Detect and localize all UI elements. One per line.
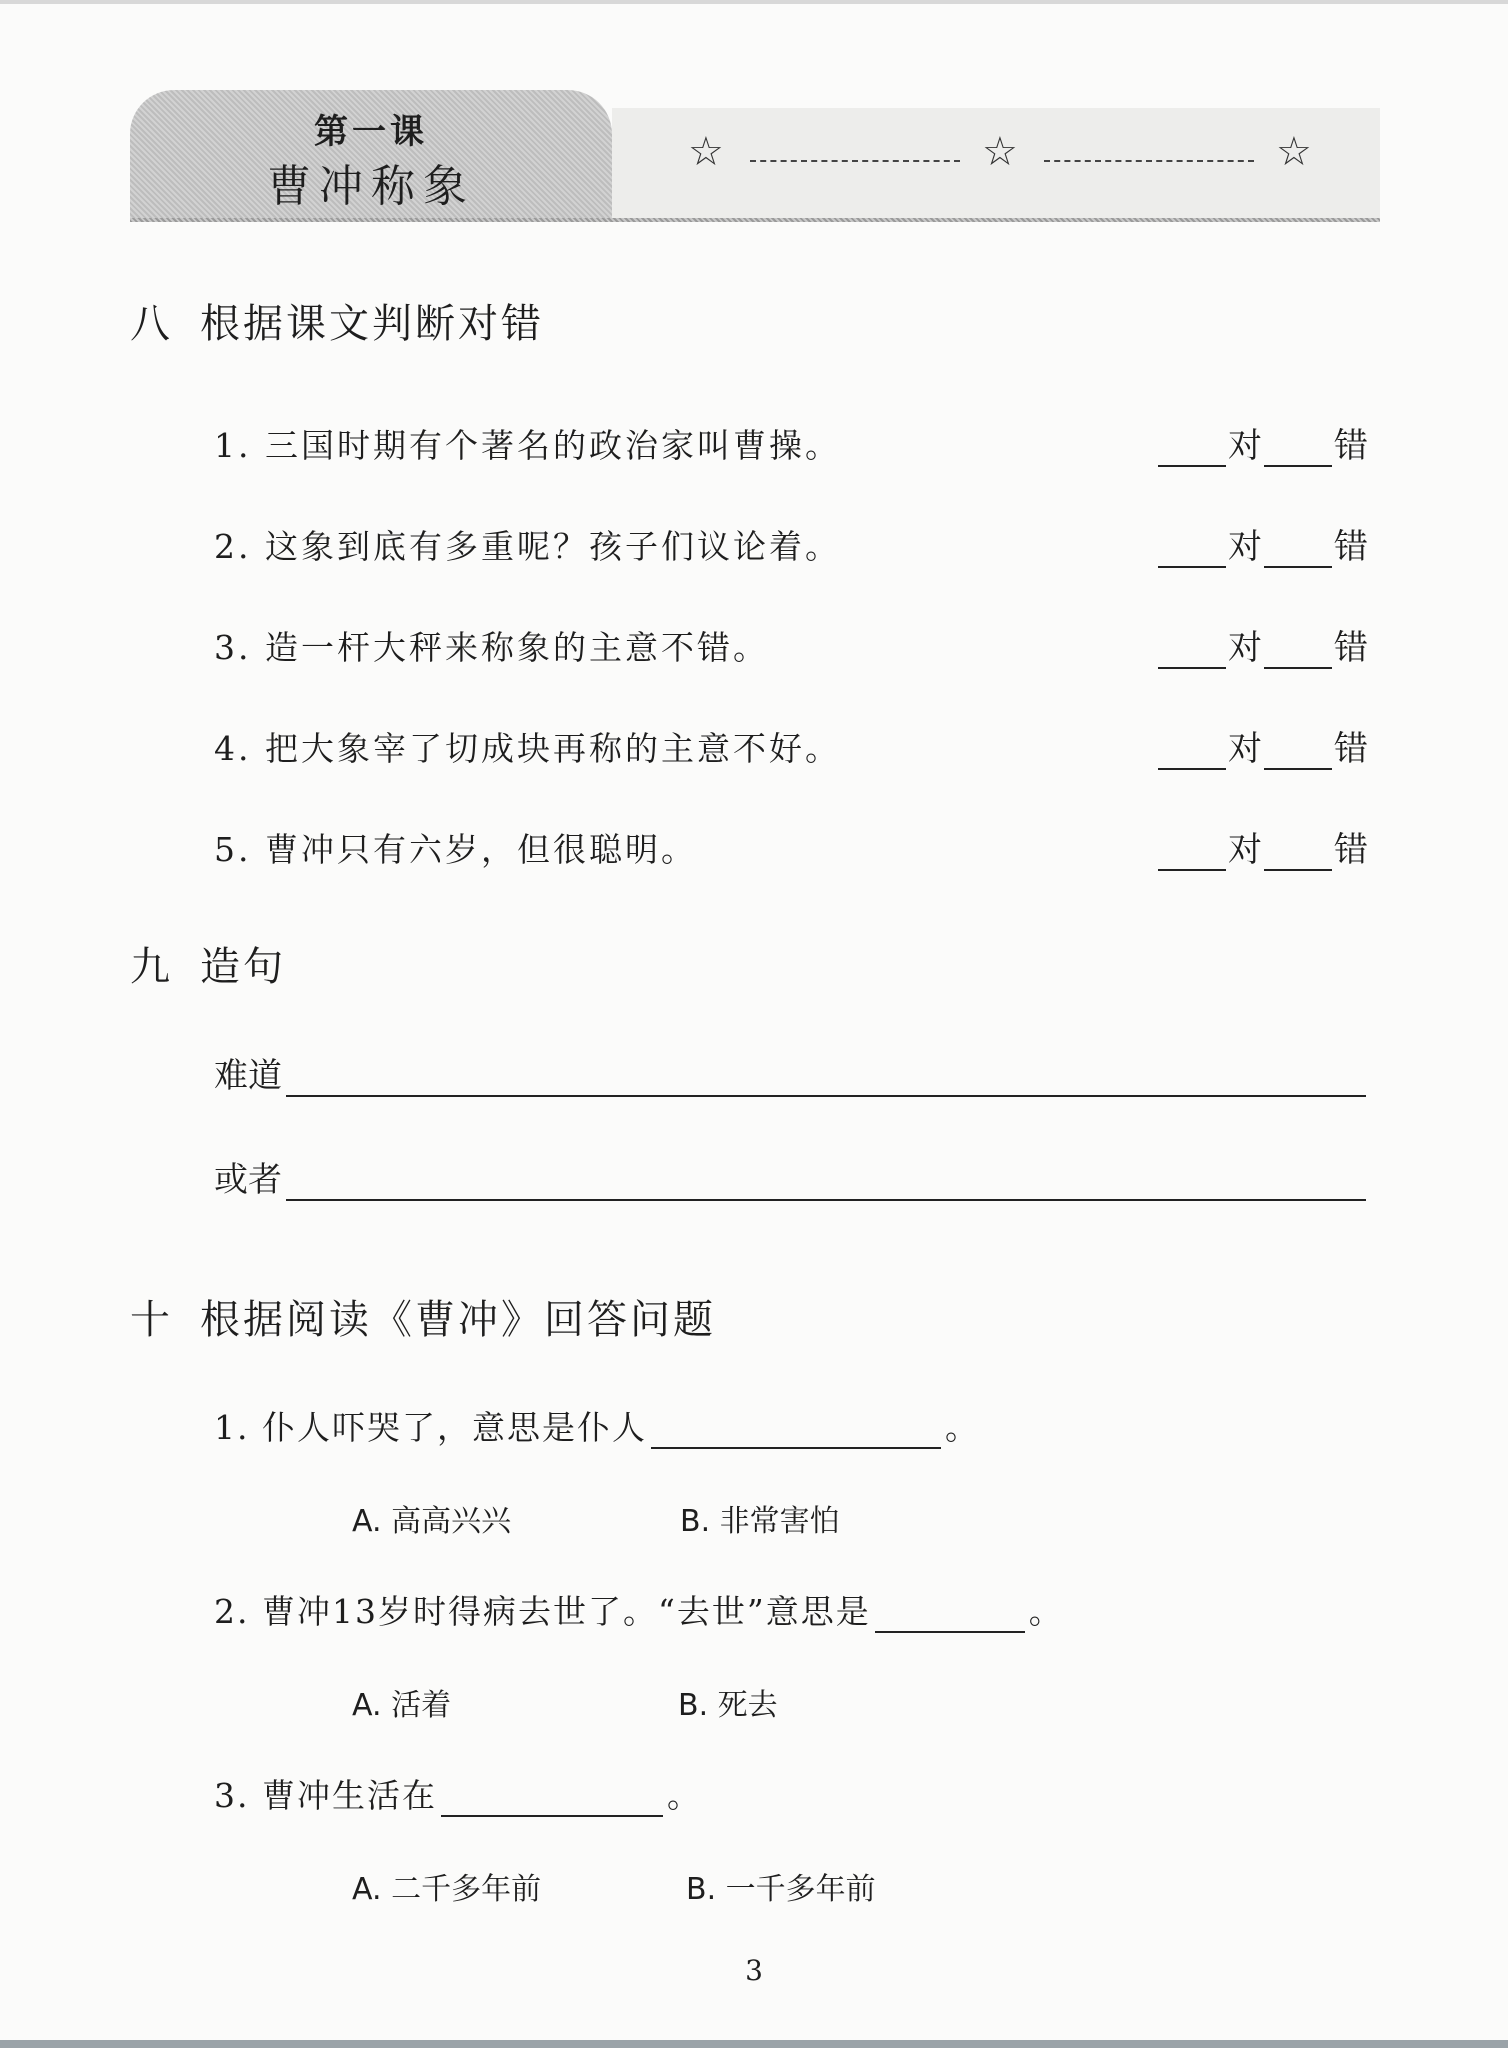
true-label: 对: [1228, 830, 1262, 870]
section-8-heading: [130, 292, 544, 349]
section-number: 十: [130, 1297, 173, 1343]
dashed-divider: [1044, 160, 1254, 162]
true-blank[interactable]: [1158, 637, 1226, 669]
question-row: [214, 1402, 980, 1449]
false-label: 错: [1334, 527, 1368, 567]
header-rule: [130, 218, 1380, 222]
true-label: 对: [1228, 729, 1262, 769]
true-false-answer: [1158, 822, 1370, 871]
false-blank[interactable]: [1264, 839, 1332, 871]
sentence-row: [214, 1048, 1366, 1097]
true-false-item: 3. 造一杆大秤来称象的主意不错。: [214, 628, 769, 667]
section-10-heading: [130, 1288, 716, 1345]
true-blank[interactable]: [1158, 839, 1226, 871]
question-row: [214, 1770, 702, 1817]
section-number: 九: [130, 944, 173, 990]
false-blank[interactable]: [1264, 738, 1332, 770]
true-blank[interactable]: [1158, 536, 1226, 568]
star-icon: ☆: [688, 129, 724, 175]
false-blank[interactable]: [1264, 435, 1332, 467]
option-a[interactable]: A. 二千多年前: [352, 1872, 542, 1907]
false-blank[interactable]: [1264, 637, 1332, 669]
page-number: 3: [745, 1954, 763, 1987]
question-end: 。: [944, 1408, 980, 1447]
true-false-item: 5. 曹冲只有六岁，但很聪明。: [214, 830, 697, 869]
true-false-answer: [1158, 721, 1370, 770]
dashed-divider: [750, 160, 960, 162]
option-b[interactable]: B. 一千多年前: [686, 1872, 876, 1907]
question-row: [214, 1586, 1064, 1633]
sentence-prompt: 或者: [214, 1160, 282, 1200]
true-label: 对: [1228, 628, 1262, 668]
option-b[interactable]: B. 非常害怕: [680, 1504, 840, 1539]
true-false-answer: [1158, 519, 1370, 568]
true-label: 对: [1228, 426, 1262, 466]
option-a[interactable]: A. 活着: [352, 1688, 452, 1723]
question-end: 。: [666, 1776, 702, 1815]
section-title: 根据阅读《曹冲》回答问题: [200, 1297, 716, 1343]
true-blank[interactable]: [1158, 435, 1226, 467]
true-false-answer: [1158, 418, 1370, 467]
question-text: 1. 仆人吓哭了，意思是仆人: [214, 1408, 647, 1447]
option-a[interactable]: A. 高高兴兴: [352, 1504, 512, 1539]
section-9-heading: [130, 935, 286, 992]
true-label: 对: [1228, 527, 1262, 567]
answer-blank[interactable]: [875, 1601, 1025, 1633]
question-text: 2. 曹冲13岁时得病去世了。“去世”意思是: [214, 1592, 871, 1631]
false-label: 错: [1334, 426, 1368, 466]
false-label: 错: [1334, 830, 1368, 870]
true-blank[interactable]: [1158, 738, 1226, 770]
false-label: 错: [1334, 729, 1368, 769]
option-b[interactable]: B. 死去: [678, 1688, 778, 1723]
false-blank[interactable]: [1264, 536, 1332, 568]
answer-blank[interactable]: [651, 1417, 941, 1449]
true-false-item: 4. 把大象宰了切成块再称的主意不好。: [214, 729, 841, 768]
false-label: 错: [1334, 628, 1368, 668]
sentence-prompt: 难道: [214, 1056, 282, 1096]
true-false-item: 2. 这象到底有多重呢？孩子们议论着。: [214, 527, 841, 566]
page-edge: [0, 0, 1508, 4]
question-text: 3. 曹冲生活在: [214, 1776, 437, 1815]
page-edge: [0, 2040, 1508, 2048]
section-title: 造句: [200, 944, 286, 990]
true-false-item: 1. 三国时期有个著名的政治家叫曹操。: [214, 426, 841, 465]
section-title: 根据课文判断对错: [200, 301, 544, 347]
section-number: 八: [130, 301, 173, 347]
answer-blank[interactable]: [441, 1785, 663, 1817]
sentence-row: [214, 1152, 1366, 1201]
lesson-title: 曹冲称象: [267, 161, 475, 212]
star-icon: ☆: [1276, 129, 1312, 175]
star-icon: ☆: [982, 129, 1018, 175]
sentence-answer-line[interactable]: [286, 1065, 1366, 1097]
sentence-answer-line[interactable]: [286, 1169, 1366, 1201]
question-end: 。: [1028, 1592, 1064, 1631]
lesson-header-tab: [130, 90, 612, 218]
true-false-answer: [1158, 620, 1370, 669]
lesson-number: 第一课: [314, 112, 428, 152]
